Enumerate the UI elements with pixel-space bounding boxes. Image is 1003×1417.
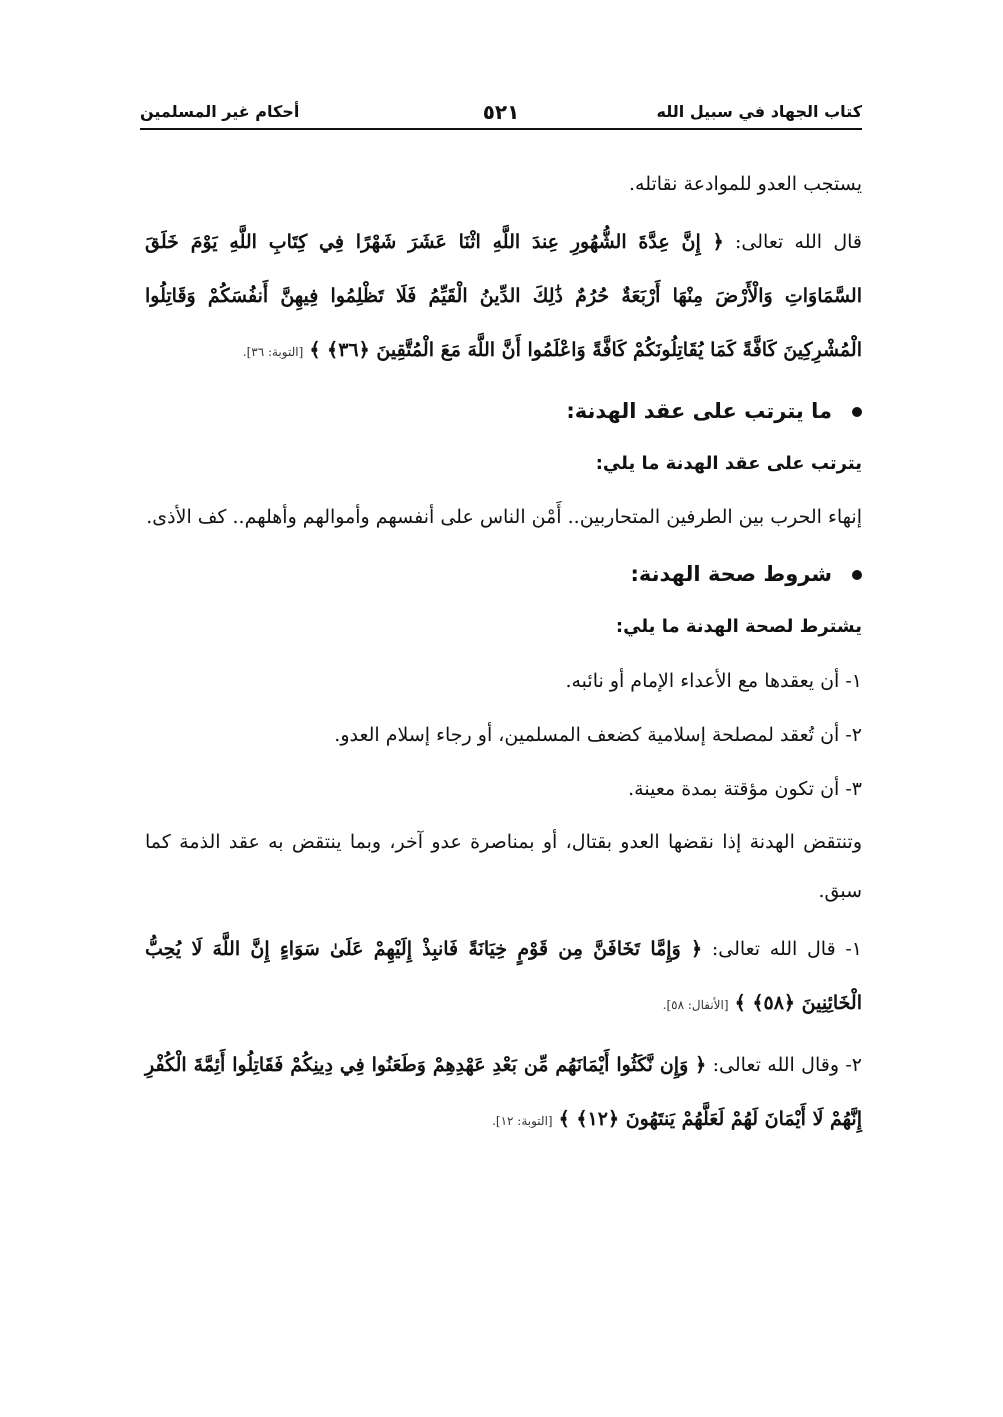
heading-text: شروط صحة الهدنة: (630, 562, 832, 586)
ayah-reference: [الأنفال: ٥٨]. (662, 998, 729, 1012)
condition-item: ١- أن يعقدها مع الأعداء الإمام أو نائبه. (565, 670, 862, 692)
chapter-title: أحكام غير المسلمين (140, 102, 300, 121)
quran-quote-tawbah-36 (145, 215, 862, 379)
bullet-icon (852, 570, 862, 580)
quote-prefix: ١- قال الله تعالى: (711, 938, 863, 960)
section-heading-truce-effects (145, 385, 862, 437)
ayah-reference: [التوبة: ١٢]. (492, 1114, 553, 1128)
section-heading-truce-conditions (145, 548, 862, 600)
quran-quote-tawbah-12 (145, 1038, 862, 1148)
bullet-icon (852, 407, 862, 417)
condition-item: ٣- أن تكون مؤقتة بمدة معينة. (628, 778, 862, 800)
subheading-truce-effects: يترتب على عقد الهدنة ما يلي: (595, 453, 862, 474)
truce-effects-text: إنهاء الحرب بين الطرفين المتحاربين.. أَمْن الناس على أنفسهم وأموالهم وأهلهم.. كف الأذى. (146, 506, 862, 528)
ayah-text: ﴿ وَإِن نَّكَثُوا أَيْمَانَهُم مِّن بَعْدِ عَهْدِهِمْ وَطَعَنُوا فِي دِينِكُمْ فَقَاتِلُوا أَئِمَّةَ الْكُفْرِ إِنَّهُمْ لَا أَيْمَانَ لَهُمْ لَعَلَّهُمْ يَنتَهُونَ ﴿١٢﴾ ﴾ (145, 1054, 862, 1130)
ayah-text: ﴿ وَإِمَّا تَخَافَنَّ مِن قَوْمٍ خِيَانَةً فَانبِذْ إِلَيْهِمْ عَلَىٰ سَوَاءٍ إِنَّ اللَّهَ لَا يُحِبُّ الْخَائِنِينَ ﴿٥٨﴾ ﴾ (145, 938, 862, 1014)
ayah-text: ﴿ إِنَّ عِدَّةَ الشُّهُورِ عِندَ اللَّهِ اثْنَا عَشَرَ شَهْرًا فِي كِتَابِ اللَّهِ يَوْمَ خَلَقَ السَّمَاوَاتِ وَالْأَرْضَ مِنْهَا أَرْبَعَةٌ حُرُمٌ ذَٰلِكَ الدِّينُ الْقَيِّمُ فَلَا تَظْلِمُوا فِيهِنَّ أَنفُسَكُمْ وَقَاتِلُوا الْمُشْرِكِينَ كَافَّةً كَمَا يُقَاتِلُونَكُمْ كَافَّةً وَاعْلَمُوا أَنَّ اللَّهَ مَعَ الْمُتَّقِينَ ﴿٣٦﴾ ﴾ (145, 231, 862, 361)
ayah-reference: [التوبة: ٣٦]. (242, 345, 304, 359)
subheading-truce-conditions: يشترط لصحة الهدنة ما يلي: (615, 616, 862, 637)
heading-text: ما يترتب على عقد الهدنة: (566, 399, 832, 423)
book-title: كتاب الجهاد في سبيل الله (656, 102, 862, 121)
quran-quote-anfal-58 (145, 922, 862, 1032)
page-number: ٥٢١ (482, 100, 520, 124)
page-body (145, 160, 862, 1154)
quote-prefix: قال الله تعالى: (735, 231, 862, 253)
quote-prefix: ٢- وقال الله تعالى: (712, 1054, 862, 1076)
condition-item: ٢- أن تُعقد لمصلحة إسلامية كضعف المسلمين، أو رجاء إسلام العدو. (334, 724, 862, 746)
intro-line: يستجب العدو للموادعة نقاتله. (628, 173, 862, 195)
breach-text: وتنتقض الهدنة إذا نقضها العدو بقتال، أو بمناصرة عدو آخر، وبما ينتقض به عقد الذمة كما سبق. (145, 831, 863, 902)
running-header (140, 100, 862, 130)
header-divider (140, 128, 862, 130)
